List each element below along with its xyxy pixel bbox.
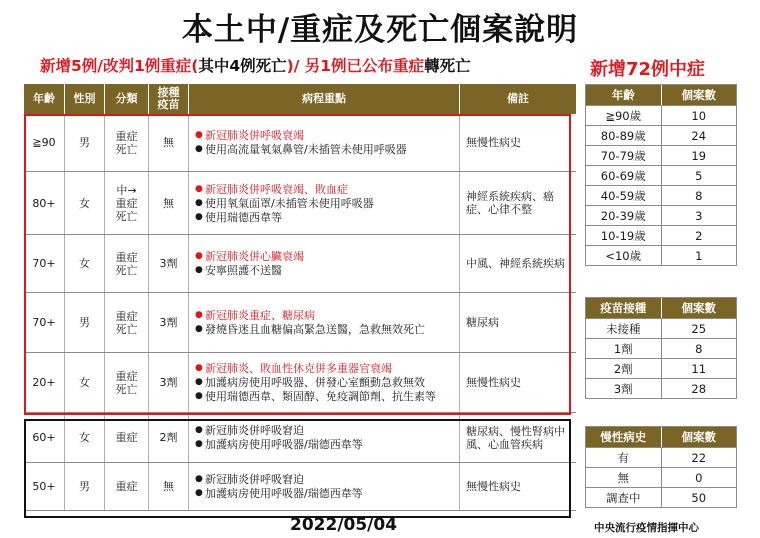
course-line-text: 發燒昏迷且血糖偏高緊急送醫，急救無效死亡 (205, 323, 425, 336)
header-classification: 分類 (105, 84, 149, 114)
case-course (189, 172, 460, 234)
age-table-body (586, 105, 736, 265)
age-table-row (586, 125, 736, 145)
case-classification: 重症 死亡 (105, 235, 149, 292)
course-line (195, 129, 407, 142)
chronic-table-body (586, 447, 736, 507)
bullet-icon: ● (195, 251, 203, 261)
header-sex: 性別 (65, 84, 105, 114)
case-note: 無慢性病史 (466, 136, 521, 149)
course-line (195, 309, 425, 322)
course-line (195, 487, 363, 500)
case-classification: 重症 死亡 (105, 114, 149, 171)
bullet-icon: ● (195, 439, 203, 449)
case-classification: 重症 死亡 (105, 353, 149, 412)
row-label: 10-19歲 (586, 226, 662, 245)
course-line-text: 安寧照護不送醫 (205, 264, 282, 277)
vaccine-table-row (586, 358, 736, 378)
course-line (195, 473, 363, 486)
case-row (24, 353, 576, 413)
course-line (195, 424, 363, 437)
course-line-text: 新冠肺炎、敗血性休克併多重器官衰竭 (205, 362, 392, 375)
course-line-text: 新冠肺炎併心臟衰竭 (205, 250, 304, 263)
case-classification: 重症 (105, 413, 149, 462)
row-count: 8 (695, 341, 703, 356)
course-line (195, 250, 304, 263)
age-table-row (586, 245, 736, 265)
case-table-header (24, 84, 576, 114)
case-row (24, 172, 576, 235)
case-row (24, 235, 576, 293)
bullet-icon: ● (195, 183, 203, 194)
age-table-header-age: 年齡 (586, 85, 662, 105)
bullet-icon: ● (195, 197, 203, 208)
case-classification: 中→ 重症 死亡 (105, 172, 149, 234)
row-label: 40-59歲 (586, 186, 662, 205)
bullet-icon: ● (195, 324, 203, 334)
course-line-text: 新冠肺炎併呼吸衰竭 (205, 129, 304, 142)
row-count: 5 (695, 168, 703, 183)
row-count: 11 (691, 361, 707, 376)
vaccine-table-row (586, 378, 736, 398)
row-label: 無 (586, 468, 662, 487)
case-age: 70+ (24, 293, 65, 352)
row-label: 未接種 (586, 319, 662, 338)
chronic-table-row (586, 447, 736, 467)
chronic-table-row (586, 467, 736, 487)
case-sex: 女 (65, 172, 105, 234)
bullet-icon: ● (195, 363, 203, 373)
age-table-header-count: 個案數 (681, 88, 716, 102)
case-age: 60+ (24, 413, 65, 462)
course-line-text: 新冠肺炎併呼吸衰竭、敗血症 (205, 182, 348, 196)
case-sex: 男 (65, 114, 105, 171)
chronic-table-header (586, 427, 736, 447)
row-label: 70-79歲 (586, 146, 662, 165)
case-course (189, 463, 460, 510)
case-sex: 女 (65, 353, 105, 412)
bullet-icon: ● (195, 144, 203, 154)
case-classification: 重症 死亡 (105, 293, 149, 352)
age-table-row (586, 205, 736, 225)
header-course: 病程重點 (189, 84, 460, 114)
bullet-icon: ● (195, 265, 203, 275)
footer-org: 中央流行疫情指揮中心 (594, 522, 699, 534)
row-label: 20-39歲 (586, 206, 662, 225)
case-note: 神經系統疾病、癌症、心律不整 (466, 190, 554, 216)
row-count: 2 (695, 228, 703, 243)
age-table-row (586, 105, 736, 125)
case-course (189, 293, 460, 352)
row-count: 24 (691, 128, 707, 143)
subtitle (40, 54, 471, 76)
course-line (195, 143, 407, 156)
row-count: 1 (695, 248, 703, 263)
vaccine-table-header-dose: 疫苗接種 (586, 298, 662, 318)
course-line-text: 加護病房使用呼吸器/瑞德西韋等 (205, 487, 363, 500)
row-label: 調查中 (586, 488, 662, 507)
case-sex: 女 (65, 235, 105, 292)
age-table-row (586, 165, 736, 185)
course-line (195, 438, 363, 451)
bullet-icon: ● (195, 211, 203, 222)
case-sex: 女 (65, 413, 105, 462)
case-course (189, 413, 460, 462)
course-line (195, 264, 304, 277)
row-label: <10歲 (586, 246, 662, 265)
chronic-table-row (586, 487, 736, 507)
row-label: 3劑 (586, 379, 662, 398)
course-line-text: 使用瑞德西韋等 (205, 210, 282, 224)
vaccine-table-body (586, 318, 736, 398)
case-vaccine: 無 (149, 172, 189, 234)
row-count: 8 (695, 188, 703, 203)
chronic-table-header-count: 個案數 (681, 430, 716, 444)
age-table-row (586, 185, 736, 205)
chronic-table (585, 426, 737, 508)
bullet-icon: ● (195, 310, 203, 320)
case-note: 無慢性病史 (466, 376, 521, 389)
row-count: 10 (691, 108, 707, 123)
row-label: 60-69歲 (586, 166, 662, 185)
case-vaccine: 無 (149, 463, 189, 510)
case-age: 20+ (24, 353, 65, 412)
bullet-icon: ● (195, 474, 203, 484)
case-vaccine: 2劑 (149, 413, 189, 462)
subtitle-part4: 轉死亡 (424, 57, 471, 75)
course-line-text: 使用氧氣面罩/未插管未使用呼吸器 (205, 196, 374, 210)
subtitle-part1: 新增5例/改判1例重症( (40, 57, 199, 75)
case-table (24, 84, 576, 511)
case-note: 糖尿病 (466, 316, 499, 329)
case-row (24, 413, 576, 463)
vaccine-table-row (586, 338, 736, 358)
age-table (585, 84, 737, 266)
header-vaccine: 接種疫苗 (149, 84, 189, 114)
row-count: 50 (691, 490, 707, 505)
course-line-text: 新冠肺炎併呼吸窘迫 (205, 424, 304, 437)
row-label: 有 (586, 448, 662, 467)
row-count: 19 (691, 148, 707, 163)
bullet-icon: ● (195, 377, 203, 387)
course-line-text: 使用瑞德西韋、類固醇、免疫調節劑、抗生素等 (205, 390, 436, 403)
case-sex: 男 (65, 293, 105, 352)
bullet-icon: ● (195, 130, 203, 140)
case-row (24, 114, 576, 172)
page-title: 本土中/重症及死亡個案說明 (181, 12, 579, 48)
header-note: 備註 (507, 92, 529, 105)
case-vaccine: 無 (149, 114, 189, 171)
case-age: 80+ (24, 172, 65, 234)
vaccine-table-header (586, 298, 736, 318)
row-label: 1劑 (586, 339, 662, 358)
course-line (195, 197, 374, 210)
report-date: 2022/05/04 (290, 515, 398, 535)
bullet-icon: ● (195, 391, 203, 401)
age-table-row (586, 145, 736, 165)
row-count: 0 (695, 470, 703, 485)
course-line (195, 390, 436, 403)
vaccine-table (585, 297, 737, 399)
course-line-text: 新冠肺炎重症、糖尿病 (205, 309, 315, 322)
row-label: ≧90歲 (586, 106, 662, 125)
case-vaccine: 3劑 (149, 235, 189, 292)
case-course (189, 235, 460, 292)
case-sex: 男 (65, 463, 105, 510)
moderate-cases-heading: 新增72例中症 (590, 59, 706, 80)
row-count: 3 (695, 208, 703, 223)
case-note: 糖尿病、慢性腎病中風、心血管疾病 (466, 424, 565, 451)
case-course (189, 353, 460, 412)
vaccine-table-header-count: 個案數 (681, 301, 716, 315)
course-line (195, 362, 436, 375)
course-line-text: 加護病房使用呼吸器/瑞德西韋等 (205, 438, 363, 451)
vaccine-table-row (586, 318, 736, 338)
case-course (189, 114, 460, 171)
age-table-row (586, 225, 736, 245)
row-label: 2劑 (586, 359, 662, 378)
case-classification: 重症 (105, 463, 149, 510)
case-age: ≧90 (24, 114, 65, 171)
course-line-text: 使用高流量氧氣鼻管/未插管未使用呼吸器 (205, 143, 407, 156)
course-line (195, 211, 374, 224)
course-line-text: 新冠肺炎併呼吸窘迫 (205, 473, 304, 486)
header-age: 年齡 (24, 84, 65, 114)
course-line-text: 加護病房使用呼吸器、併發心室顫動急救無效 (205, 376, 425, 389)
case-row (24, 463, 576, 511)
subtitle-part3: )/ 另1例已公布重症 (286, 57, 425, 75)
bullet-icon: ● (195, 425, 203, 435)
case-vaccine: 3劑 (149, 293, 189, 352)
course-line (195, 376, 436, 389)
case-age: 50+ (24, 463, 65, 510)
course-line (195, 183, 374, 196)
row-count: 22 (691, 450, 707, 465)
bullet-icon: ● (195, 488, 203, 498)
age-table-header (586, 85, 736, 105)
subtitle-part2: 其中4例死亡 (198, 57, 287, 75)
row-count: 25 (691, 321, 707, 336)
case-note: 無慢性病史 (466, 480, 521, 493)
chronic-table-header-history: 慢性病史 (586, 427, 662, 447)
row-count: 28 (691, 381, 707, 396)
case-table-body (24, 114, 576, 511)
course-line (195, 323, 425, 336)
case-row (24, 293, 576, 353)
row-label: 80-89歲 (586, 126, 662, 145)
case-vaccine: 3劑 (149, 353, 189, 412)
case-note: 中風、神經系統疾病 (466, 257, 565, 270)
case-age: 70+ (24, 235, 65, 292)
